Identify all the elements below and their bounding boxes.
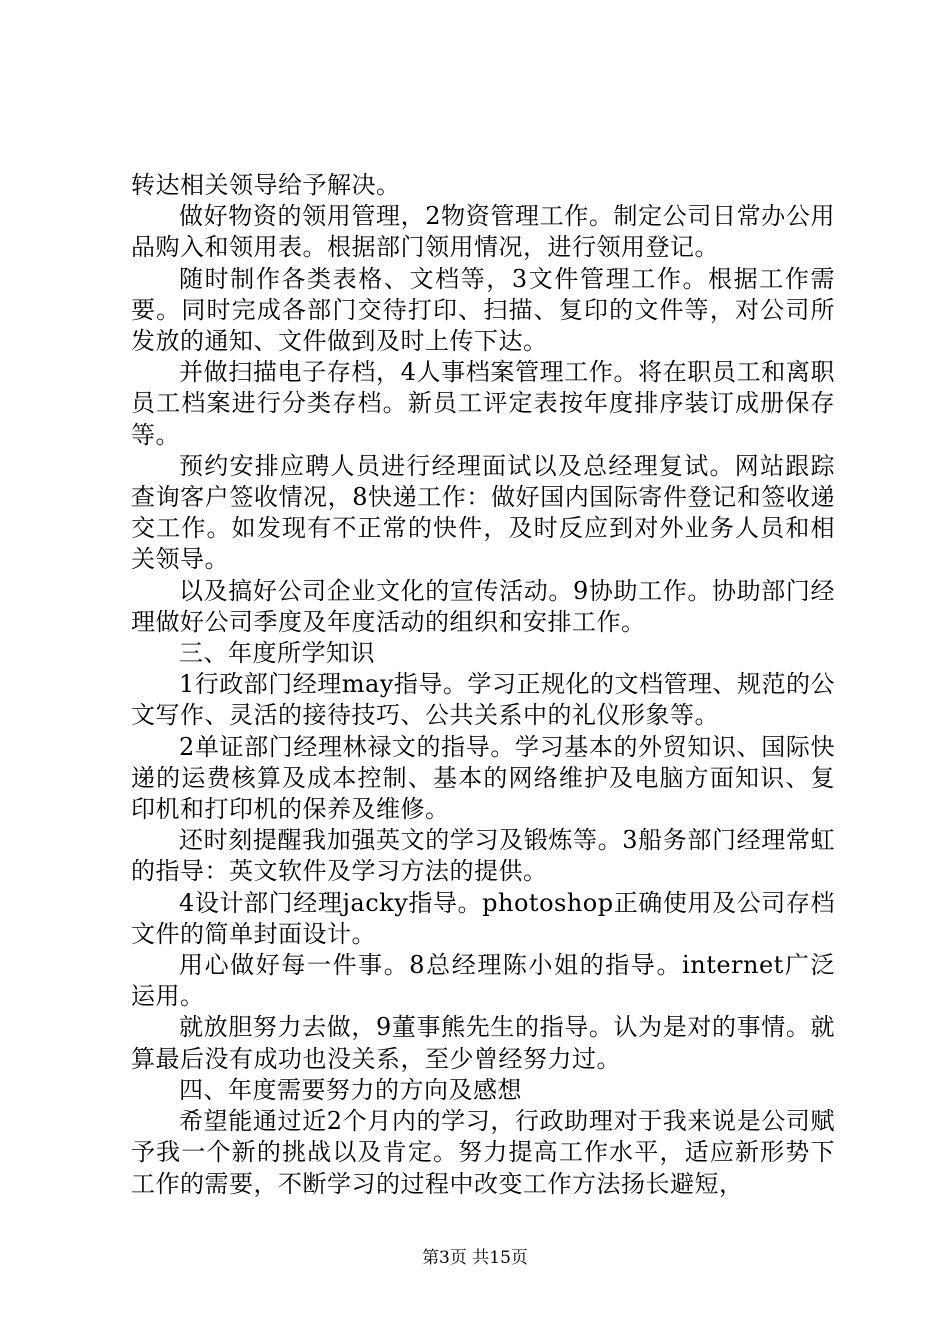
paragraph: 希望能通过近2个月内的学习，行政助理对于我来说是公司赋予我一个新的挑战以及肯定。努力提高工作水平，适应新形势下工作的需要，不断学习的过程中改变工作方法扬长避短， [131, 1107, 835, 1198]
paragraph: 转达相关领导给予解决。 [131, 171, 401, 199]
page-footer: 第3页 共15页 [422, 1248, 528, 1268]
paragraph: 1行政部门经理may指导。学习正规化的文档管理、规范的公文写作、灵活的接待技巧、公共关系中的礼仪形象等。 [131, 670, 835, 730]
paragraph: 以及搞好公司企业文化的宣传活动。9协助工作。协助部门经理做好公司季度及年度活动的组织和安排工作。 [131, 576, 835, 636]
paragraph: 2单证部门经理林禄文的指导。学习基本的外贸知识、国际快递的运费核算及成本控制、基本的网络维护及电脑方面知识、复印机和打印机的保养及维修。 [131, 732, 835, 824]
paragraph: 还时刻提醒我加强英文的学习及锻炼等。3船务部门经理常虹的指导：英文软件及学习方法的提供。 [131, 826, 835, 886]
paragraph: 就放胆努力去做，9董事熊先生的指导。认为是对的事情。就算最后没有成功也没关系，至少曾经努力过。 [131, 1013, 835, 1073]
paragraph: 做好物资的领用管理，2物资管理工作。制定公司日常办公用品购入和领用表。根据部门领用情况，进行领用登记。 [131, 202, 835, 262]
paragraph: 用心做好每一件事。8总经理陈小姐的指导。internet广泛运用。 [131, 951, 835, 1011]
paragraph: 并做扫描电子存档，4人事档案管理工作。将在职员工和离职员工档案进行分类存档。新员工评定表按年度排序装订成册保存等。 [131, 358, 835, 449]
paragraph: 4设计部门经理jacky指导。photoshop正确使用及公司存档文件的简单封面设计。 [131, 888, 835, 948]
paragraph: 四、年度需要努力的方向及感想 [179, 1075, 522, 1104]
document-body [131, 170, 835, 1200]
paragraph: 预约安排应聘人员进行经理面试以及总经理复试。网站跟踪查询客户签收情况，8快递工作：做好国内国际寄件登记和签收递交工作。如发现有不正常的快件，及时反应到对外业务人员和相关领导。 [131, 451, 835, 574]
paragraph: 三、年度所学知识 [179, 639, 375, 668]
paragraph: 随时制作各类表格、文档等，3文件管理工作。根据工作需要。同时完成各部门交待打印、扫描、复印的文件等，对公司所发放的通知、文件做到及时上传下达。 [131, 264, 835, 356]
